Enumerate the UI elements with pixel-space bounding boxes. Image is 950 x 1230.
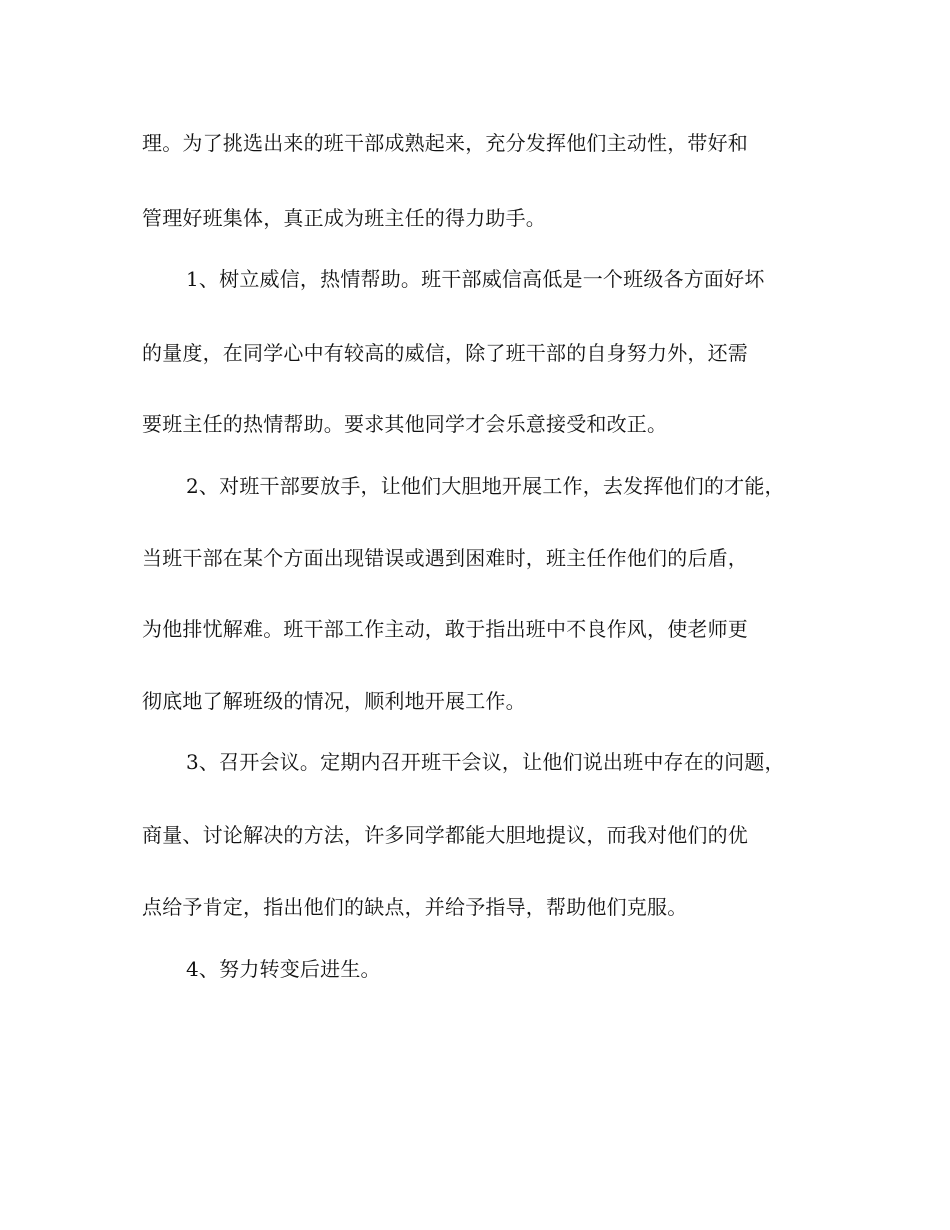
text-line-10: 3、召开会议。定期内召开班干会议，让他们说出班中存在的问题，	[186, 750, 785, 774]
text-line-3: 1、树立威信，热情帮助。班干部威信高低是一个班级各方面好坏	[186, 267, 765, 291]
text-line-12: 点给予肯定，指出他们的缺点，并给予指导，帮助他们克服。	[142, 895, 688, 919]
text-line-9: 彻底地了解班级的情况，顺利地开展工作。	[142, 689, 526, 713]
text-line-2: 管理好班集体，真正成为班主任的得力助手。	[142, 206, 546, 230]
text-line-7: 当班干部在某个方面出现错误或遇到困难时，班主任作他们的后盾，	[142, 546, 748, 570]
text-line-6: 2、对班干部要放手，让他们大胆地开展工作，去发挥他们的才能，	[186, 474, 785, 498]
text-line-13: 4、努力转变后进生。	[186, 957, 381, 981]
text-line-1: 理。为了挑选出来的班干部成熟起来，充分发挥他们主动性，带好和	[142, 131, 748, 155]
text-line-11: 商量、讨论解决的方法，许多同学都能大胆地提议，而我对他们的优	[142, 823, 748, 847]
text-line-4: 的量度，在同学心中有较高的威信，除了班干部的自身努力外，还需	[142, 341, 748, 365]
text-line-5: 要班主任的热情帮助。要求其他同学才会乐意接受和改正。	[142, 412, 668, 436]
text-line-8: 为他排忧解难。班干部工作主动，敢于指出班中不良作风，使老师更	[142, 617, 748, 641]
